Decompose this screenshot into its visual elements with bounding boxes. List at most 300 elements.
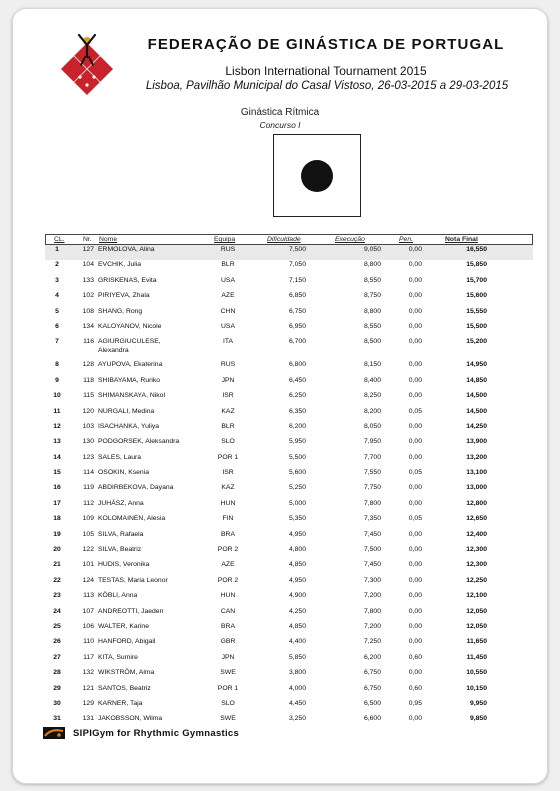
table-row — [45, 668, 533, 683]
cell-team: ISR — [222, 392, 234, 400]
table-row — [45, 407, 533, 422]
cell-rank: 10 — [53, 392, 61, 400]
cell-difficulty: 4,400 — [288, 638, 306, 646]
cell-execution: 7,450 — [363, 561, 381, 569]
cell-team: BLR — [221, 261, 235, 269]
col-header-name: Nome — [99, 236, 118, 243]
cell-difficulty: 4,000 — [288, 684, 306, 692]
cell-execution: 8,050 — [363, 422, 381, 430]
cell-number: 119 — [83, 484, 94, 492]
col-header-execution: Execução — [335, 236, 365, 243]
cell-name: ERMOLOVA, Alina — [98, 246, 155, 253]
table-row — [45, 422, 533, 437]
cell-execution: 6,600 — [363, 715, 381, 723]
results-sheet — [12, 8, 548, 784]
cell-number: 133 — [82, 276, 94, 284]
cell-rank: 28 — [53, 669, 61, 677]
table-row — [45, 260, 533, 275]
ball-icon — [301, 160, 333, 192]
cell-final-score: 12,050 — [466, 607, 487, 615]
cell-name: NURGALI, Medina — [98, 407, 155, 415]
cell-team: JPN — [221, 653, 235, 661]
cell-team: POR 1 — [217, 684, 239, 692]
table-row — [45, 499, 533, 514]
cell-difficulty: 6,750 — [288, 307, 306, 315]
cell-name — [98, 338, 161, 355]
cell-number: 116 — [83, 338, 94, 346]
cell-difficulty: 4,900 — [288, 592, 306, 600]
cell-final-score: 16,550 — [466, 246, 487, 253]
cell-difficulty: 6,950 — [288, 322, 306, 330]
cell-difficulty: 5,600 — [288, 469, 306, 477]
cell-name: TESTAS, Maria Leonor — [98, 576, 168, 584]
cell-final-score: 12,100 — [466, 592, 487, 600]
cell-name: PODGORSEK, Aleksandra — [98, 438, 180, 446]
cell-rank: 9 — [55, 376, 59, 384]
cell-number: 108 — [82, 307, 94, 315]
cell-final-score: 10,150 — [466, 684, 487, 692]
table-row — [45, 483, 533, 498]
cell-number: 131 — [82, 715, 94, 723]
cell-difficulty: 5,350 — [288, 515, 306, 523]
cell-team: POR 1 — [217, 453, 239, 461]
cell-difficulty: 6,450 — [288, 376, 306, 384]
cell-team: USA — [221, 276, 235, 284]
cell-difficulty: 5,950 — [288, 438, 306, 446]
cell-penalty: 0,00 — [408, 622, 422, 630]
cell-execution: 8,800 — [363, 307, 381, 315]
cell-rank: 25 — [53, 622, 61, 630]
cell-difficulty: 4,950 — [288, 576, 306, 584]
cell-team: SLO — [221, 438, 235, 446]
cell-execution: 7,500 — [363, 546, 381, 554]
cell-execution: 9,050 — [363, 246, 381, 253]
cell-final-score: 15,550 — [466, 307, 487, 315]
cell-penalty: 0,00 — [408, 322, 422, 330]
cell-execution: 8,800 — [363, 261, 381, 269]
cell-final-score: 13,200 — [466, 453, 487, 461]
cell-rank: 18 — [53, 515, 61, 523]
cell-execution: 6,500 — [363, 699, 381, 707]
cell-name: SILVA, Beatriz — [98, 546, 142, 554]
cell-penalty: 0,00 — [408, 438, 422, 446]
cell-team: USA — [221, 322, 235, 330]
cell-team: HUN — [220, 499, 236, 507]
cell-name: JAKOBSSON, Wilma — [98, 715, 163, 723]
cell-team: JPN — [221, 376, 235, 384]
cell-name: KÖBLI, Anna — [98, 592, 138, 600]
cell-execution: 6,200 — [363, 653, 381, 661]
table-row — [45, 591, 533, 606]
cell-final-score: 14,250 — [466, 422, 487, 430]
cell-difficulty: 4,850 — [288, 622, 306, 630]
cell-difficulty: 6,200 — [288, 422, 306, 430]
cell-final-score: 12,800 — [466, 499, 487, 507]
cell-number: 121 — [82, 684, 94, 692]
cell-difficulty: 6,700 — [288, 338, 306, 346]
cell-difficulty: 6,850 — [288, 292, 306, 300]
cell-team: AZE — [221, 561, 235, 569]
cell-name: OSOKIN, Ksenia — [98, 469, 149, 477]
table-row — [45, 607, 533, 622]
cell-execution: 8,250 — [363, 392, 381, 400]
table-row — [45, 453, 533, 468]
cell-number: 123 — [82, 453, 94, 461]
cell-difficulty: 7,500 — [288, 246, 306, 253]
cell-name: SALES, Laura — [98, 453, 142, 461]
table-row — [45, 530, 533, 545]
cell-difficulty: 3,250 — [288, 715, 306, 723]
col-header-team: Equipa — [214, 236, 236, 243]
cell-execution: 7,800 — [363, 499, 381, 507]
cell-penalty: 0,00 — [408, 307, 422, 315]
cell-team: GBR — [220, 638, 236, 646]
cell-difficulty: 4,250 — [288, 607, 306, 615]
cell-team: HUN — [220, 592, 236, 600]
cell-execution: 7,200 — [363, 592, 381, 600]
cell-rank: 6 — [55, 322, 59, 330]
cell-final-score: 15,600 — [466, 292, 487, 300]
cell-penalty: 0,00 — [408, 638, 422, 646]
cell-name: ISACHANKA, Yuliya — [98, 422, 160, 430]
cell-number: 118 — [83, 376, 94, 384]
cell-execution: 7,550 — [363, 469, 381, 477]
cell-execution: 7,350 — [363, 515, 381, 523]
col-header-difficulty: Dificuldade — [267, 236, 301, 243]
cell-execution: 7,200 — [363, 622, 381, 630]
cell-rank: 7 — [55, 338, 59, 346]
tournament-title: Lisbon International Tournament 2015 — [225, 64, 427, 78]
cell-rank: 8 — [55, 361, 59, 369]
cell-execution: 7,700 — [363, 453, 381, 461]
cell-penalty: 0,00 — [408, 422, 422, 430]
cell-name-line1: AGIURGIUCULESE, — [98, 338, 161, 346]
cell-final-score: 14,500 — [466, 407, 487, 415]
cell-number: 102 — [82, 292, 94, 300]
cell-rank: 26 — [53, 638, 61, 646]
cell-rank: 30 — [53, 699, 61, 707]
cell-penalty: 0,00 — [408, 715, 422, 723]
cell-final-score: 13,100 — [466, 469, 487, 477]
cell-rank: 12 — [53, 422, 61, 430]
table-row — [45, 291, 533, 306]
cell-name: JUHÁSZ, Anna — [98, 499, 144, 507]
cell-penalty: 0,05 — [408, 515, 422, 523]
cell-number: 132 — [82, 669, 94, 677]
cell-penalty: 0,00 — [408, 484, 422, 492]
cell-rank: 19 — [53, 530, 61, 538]
cell-team: CHN — [220, 307, 236, 315]
cell-team: ISR — [222, 469, 234, 477]
cell-final-score: 11,450 — [466, 653, 487, 661]
cell-rank: 16 — [53, 484, 61, 492]
table-row — [45, 699, 533, 714]
cell-team: FIN — [222, 515, 234, 523]
cell-execution: 8,750 — [363, 292, 381, 300]
cell-name: PIRIYEVA, Zhala — [98, 292, 150, 300]
cell-rank: 3 — [55, 276, 59, 284]
table-row — [45, 468, 533, 483]
cell-number: 130 — [82, 438, 94, 446]
cell-penalty: 0,00 — [408, 392, 422, 400]
cell-name: WIKSTRÖM, Alma — [98, 669, 155, 677]
cell-difficulty: 5,850 — [288, 653, 306, 661]
cell-number: 115 — [83, 392, 94, 400]
cell-name-line2: Alexandra — [98, 346, 129, 354]
cell-number: 101 — [82, 561, 94, 569]
cell-final-score: 15,500 — [466, 322, 487, 330]
cell-team: KAZ — [221, 407, 235, 415]
cell-name: SHIBAYAMA, Ruriko — [98, 376, 161, 384]
cell-execution: 7,750 — [363, 484, 381, 492]
cell-team: BLR — [221, 422, 235, 430]
cell-penalty: 0,60 — [408, 684, 422, 692]
cell-rank: 14 — [53, 453, 61, 461]
cell-final-score: 12,250 — [466, 576, 487, 584]
cell-difficulty: 4,950 — [288, 530, 306, 538]
venue-dates: Lisboa, Pavilhão Municipal do Casal Vistoso, 26-03-2015 a 29-03-2015 — [145, 80, 509, 92]
cell-number: 106 — [82, 622, 94, 630]
cell-rank: 21 — [53, 561, 61, 569]
cell-name: ABDIRBEKOVA, Dayana — [98, 484, 174, 492]
cell-penalty: 0,00 — [408, 338, 422, 346]
cell-rank: 20 — [53, 546, 61, 554]
cell-execution: 8,500 — [363, 338, 381, 346]
cell-rank: 24 — [53, 607, 61, 615]
cell-name: GRISKENAS, Evita — [98, 276, 157, 284]
cell-rank: 13 — [53, 438, 61, 446]
cell-execution: 8,150 — [363, 361, 381, 369]
results-table-header — [45, 234, 533, 245]
cell-final-score: 11,650 — [466, 638, 487, 646]
cell-penalty: 0,00 — [408, 361, 422, 369]
cell-number: 112 — [83, 499, 94, 507]
cell-difficulty: 6,350 — [288, 407, 306, 415]
cell-final-score: 12,300 — [466, 546, 487, 554]
cell-name: SILVA, Rafaela — [98, 530, 144, 538]
cell-name: SHIMANSKAYA, Nikol — [98, 392, 165, 400]
cell-execution: 6,750 — [363, 669, 381, 677]
cell-penalty: 0,00 — [408, 576, 422, 584]
cell-penalty: 0,00 — [408, 499, 422, 507]
col-header-nr: Nr. — [83, 236, 92, 243]
table-row — [45, 391, 533, 406]
cell-penalty: 0,60 — [408, 653, 422, 661]
cell-number: 105 — [82, 530, 94, 538]
cell-penalty: 0,00 — [408, 261, 422, 269]
cell-name: ANDREOTTI, Jaeden — [98, 607, 164, 615]
table-row — [45, 514, 533, 529]
cell-penalty: 0,00 — [408, 453, 422, 461]
cell-penalty: 0,00 — [408, 292, 422, 300]
cell-execution: 7,800 — [363, 607, 381, 615]
table-row — [45, 560, 533, 575]
cell-execution: 8,200 — [363, 407, 381, 415]
cell-penalty: 0,00 — [408, 669, 422, 677]
table-row — [45, 576, 533, 591]
cell-penalty: 0,00 — [408, 530, 422, 538]
cell-execution: 7,950 — [363, 438, 381, 446]
cell-number: 128 — [82, 361, 94, 369]
cell-rank: 15 — [53, 469, 61, 477]
cell-name: WALTER, Karine — [98, 622, 149, 630]
cell-number: 129 — [82, 699, 94, 707]
cell-penalty: 0,05 — [408, 469, 422, 477]
table-row — [45, 637, 533, 652]
results-table-body — [45, 245, 533, 730]
cell-team: SLO — [221, 699, 235, 707]
cell-difficulty: 7,050 — [288, 261, 306, 269]
cell-name: SANTOS, Beatriz — [98, 684, 151, 692]
cell-number: 110 — [83, 638, 94, 646]
col-header-cl: CL. — [54, 236, 65, 243]
cell-penalty: 0,00 — [408, 246, 422, 253]
cell-name: HANFORD, Abigail — [98, 638, 156, 646]
cell-final-score: 9,850 — [469, 715, 487, 723]
cell-execution: 7,450 — [363, 530, 381, 538]
table-row — [45, 545, 533, 560]
cell-number: 122 — [82, 546, 94, 554]
cell-final-score: 12,300 — [466, 561, 487, 569]
cell-penalty: 0,00 — [408, 561, 422, 569]
cell-name: KITA, Sumire — [98, 653, 138, 661]
cell-team: POR 2 — [217, 546, 239, 554]
federation-title: FEDERAÇÃO DE GINÁSTICA DE PORTUGAL — [147, 36, 505, 53]
cell-execution: 7,250 — [363, 638, 381, 646]
cell-team: SWE — [220, 715, 236, 723]
sipigym-logo-icon — [43, 727, 65, 739]
cell-number: 134 — [82, 322, 94, 330]
discipline-title: Ginástica Rítmica — [240, 107, 320, 118]
table-row — [45, 622, 533, 637]
cell-difficulty: 5,500 — [288, 453, 306, 461]
cell-rank: 22 — [53, 576, 61, 584]
footer-text: SIPIGym for Rhythmic Gymnastics — [73, 728, 240, 739]
cell-rank: 31 — [53, 715, 61, 723]
cell-execution: 8,400 — [363, 376, 381, 384]
cell-final-score: 10,550 — [466, 669, 487, 677]
cell-number: 120 — [82, 407, 94, 415]
cell-number: 103 — [82, 422, 94, 430]
cell-final-score: 9,950 — [469, 699, 487, 707]
cell-rank: 5 — [55, 307, 59, 315]
competition-subtitle: Concurso I — [259, 120, 301, 130]
table-row — [45, 376, 533, 391]
cell-rank: 4 — [55, 292, 59, 300]
cell-difficulty: 4,850 — [288, 561, 306, 569]
cell-rank: 2 — [55, 261, 59, 269]
table-row — [45, 245, 533, 260]
cell-number: 117 — [83, 653, 94, 661]
cell-final-score: 15,850 — [466, 261, 487, 269]
cell-name: HUDIS, Veronika — [98, 561, 150, 569]
cell-difficulty: 5,000 — [288, 499, 306, 507]
table-row — [45, 337, 533, 360]
cell-number: 109 — [82, 515, 94, 523]
cell-difficulty: 4,450 — [288, 699, 306, 707]
cell-difficulty: 6,250 — [288, 392, 306, 400]
cell-penalty: 0,00 — [408, 592, 422, 600]
cell-final-score: 12,650 — [466, 515, 487, 523]
cell-team: BRA — [221, 622, 235, 630]
cell-penalty: 0,00 — [408, 607, 422, 615]
cell-penalty: 0,95 — [408, 699, 422, 707]
cell-difficulty: 5,250 — [288, 484, 306, 492]
federation-logo-icon — [59, 31, 115, 97]
col-header-final: Nota Final — [445, 236, 478, 243]
table-row — [45, 307, 533, 322]
cell-final-score: 12,400 — [466, 530, 487, 538]
cell-number: 113 — [83, 592, 94, 600]
cell-number: 107 — [82, 607, 94, 615]
cell-rank: 29 — [53, 684, 61, 692]
col-header-penalty: Pen. — [399, 236, 413, 243]
cell-execution: 8,550 — [363, 322, 381, 330]
table-row — [45, 276, 533, 291]
cell-rank: 27 — [53, 653, 61, 661]
cell-difficulty: 3,800 — [288, 669, 306, 677]
cell-number: 127 — [82, 246, 94, 253]
cell-final-score: 14,500 — [466, 392, 487, 400]
table-row — [45, 360, 533, 375]
cell-team: RUS — [220, 361, 236, 369]
cell-final-score: 14,950 — [466, 361, 487, 369]
cell-final-score: 15,200 — [466, 338, 487, 346]
cell-rank: 11 — [53, 407, 61, 415]
cell-number: 124 — [82, 576, 94, 584]
cell-name: KARNER, Taja — [98, 699, 143, 707]
cell-number: 104 — [82, 261, 94, 269]
cell-team: POR 2 — [217, 576, 239, 584]
cell-final-score: 13,000 — [466, 484, 487, 492]
cell-name: EVCHIK, Julia — [98, 261, 142, 269]
cell-name: KOLOMAINEN, Alesia — [98, 515, 166, 523]
cell-final-score: 14,850 — [466, 376, 487, 384]
cell-penalty: 0,00 — [408, 376, 422, 384]
cell-rank: 17 — [53, 499, 61, 507]
cell-team: ITA — [222, 338, 234, 346]
cell-execution: 6,750 — [363, 684, 381, 692]
cell-final-score: 12,050 — [466, 622, 487, 630]
cell-penalty: 0,05 — [408, 407, 422, 415]
cell-final-score: 15,700 — [466, 276, 487, 284]
cell-execution: 7,300 — [363, 576, 381, 584]
cell-difficulty: 4,800 — [288, 546, 306, 554]
ball-apparatus-box — [273, 134, 361, 217]
cell-name: AYUPOVA, Ekaterina — [98, 361, 163, 369]
cell-rank: 23 — [53, 592, 61, 600]
cell-name: SHANG, Rong — [98, 307, 143, 315]
cell-team: KAZ — [221, 484, 235, 492]
cell-rank: 1 — [55, 246, 59, 253]
cell-team: BRA — [221, 530, 235, 538]
table-row — [45, 322, 533, 337]
table-row — [45, 437, 533, 452]
cell-team: AZE — [221, 292, 235, 300]
cell-penalty: 0,00 — [408, 546, 422, 554]
cell-team: CAN — [220, 607, 236, 615]
cell-number: 114 — [83, 469, 94, 477]
table-row — [45, 684, 533, 699]
cell-name: KALOYANOV, Nicole — [98, 322, 162, 330]
cell-team: RUS — [220, 246, 236, 253]
cell-difficulty: 7,150 — [288, 276, 306, 284]
cell-penalty: 0,00 — [408, 276, 422, 284]
cell-difficulty: 6,800 — [288, 361, 306, 369]
cell-final-score: 13,900 — [466, 438, 487, 446]
table-row — [45, 653, 533, 668]
cell-execution: 8,550 — [363, 276, 381, 284]
